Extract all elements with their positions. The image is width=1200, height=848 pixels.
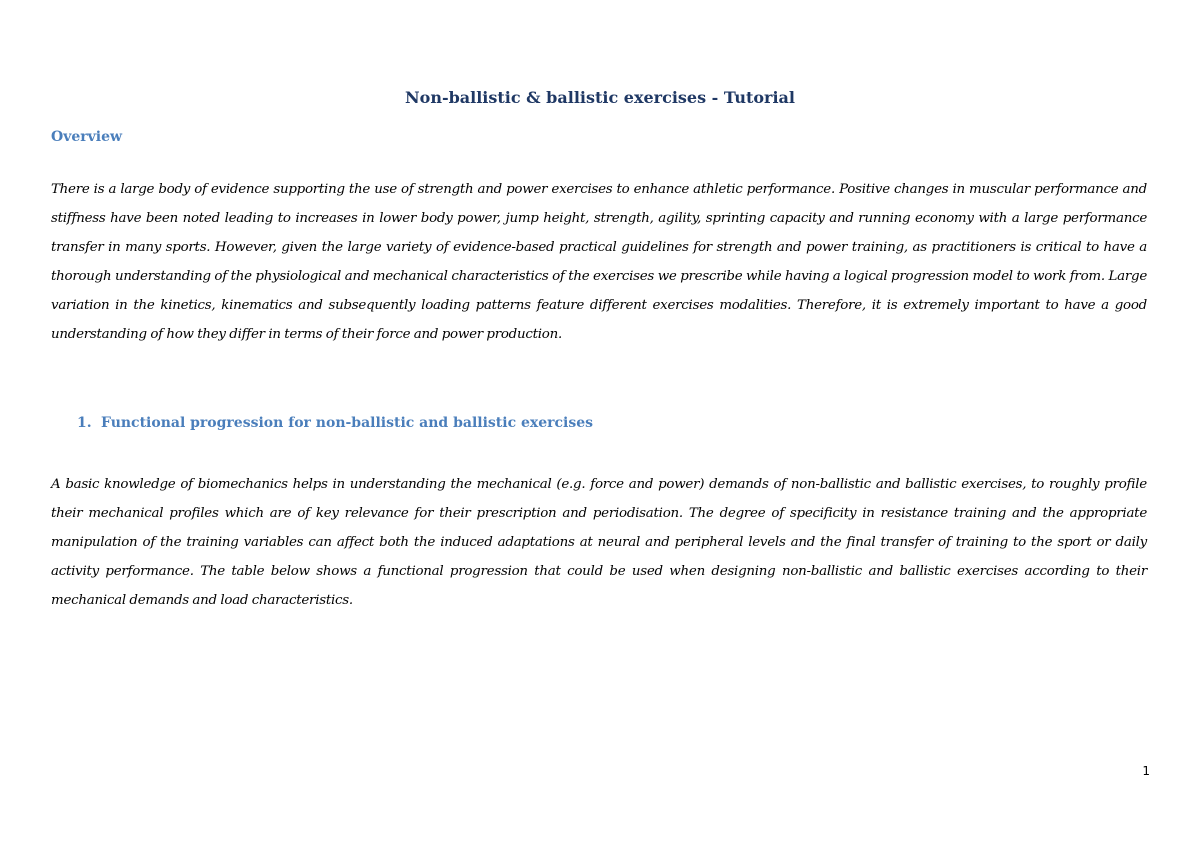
section-1-heading-text: Functional progression for non-ballistic and ballistic exercises — [101, 415, 594, 431]
overview-paragraph: There is a large body of evidence supporting the use of strength and power exercises to enhance athletic performance. Positive changes in muscular performance and stiffness have been noted leading to increases in lower body power, jump height, strength, agility, sprinting capacity and running economy with a large performance transfer in many sports. However, given the large variety of evidence-based practical guidelines for strength and power training, as practitioners is critical to have a thorough understanding of the physiological and mechanical characteristics of the exercises we prescribe while having a logical progression model to work from. Large variation in the kinetics, kinematics and subsequently loading patterns feature different exercises modalities. Therefore, it is extremely important to have a good understanding of how they differ in terms of their force and power production. — [51, 182, 1147, 342]
section-1-heading — [77, 412, 593, 434]
section-1-number: 1. — [77, 415, 92, 431]
document-title: Non-ballistic & ballistic exercises - Tutorial — [405, 88, 795, 107]
section-1-paragraph: A basic knowledge of biomechanics helps in understanding the mechanical (e.g. force and power) demands of non-ballistic and ballistic exercises, to roughly profile their mechanical profiles which are of key relevance for their prescription and periodisation. The degree of specificity in resistance training and the appropriate manipulation of the training variables can affect both the induced adaptations at neural and peripheral levels and the final transfer of training to the sport or daily activity performance. The table below shows a functional progression that could be used when designing non-ballistic and ballistic exercises according to their mechanical demands and load characteristics. — [51, 477, 1147, 608]
page-number: 1 — [1142, 764, 1150, 778]
overview-heading: Overview — [51, 129, 123, 145]
